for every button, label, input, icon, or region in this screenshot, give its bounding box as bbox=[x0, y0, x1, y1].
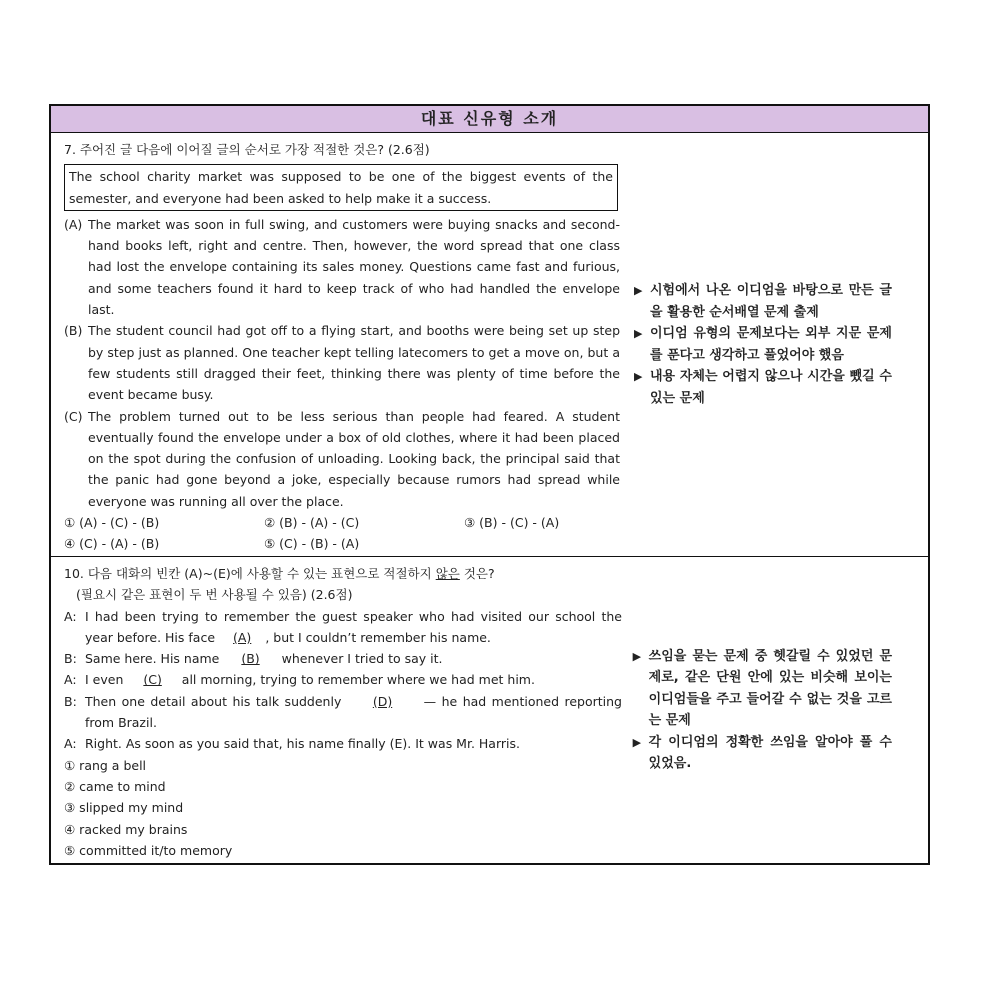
speaker: A: bbox=[64, 608, 77, 624]
choice: ③ (B) - (C) - (A) bbox=[464, 515, 560, 531]
triangle-bullet-icon: ▶ bbox=[632, 735, 642, 749]
choice: ④ (C) - (A) - (B) bbox=[64, 536, 160, 552]
speaker: B: bbox=[64, 693, 77, 709]
triangle-bullet-icon: ▶ bbox=[632, 649, 642, 663]
note-item: ▶ 각 이디엄의 정확한 쓰임을 알아야 풀 수 있었음. bbox=[633, 732, 892, 775]
triangle-bullet-icon: ▶ bbox=[634, 370, 643, 383]
speaker: B: bbox=[64, 651, 77, 667]
q7-paragraph-b bbox=[64, 320, 624, 405]
blank-b: (B) bbox=[241, 651, 260, 667]
question-10 bbox=[51, 557, 623, 863]
question-7-row bbox=[51, 133, 928, 556]
option: ② came to mind bbox=[64, 778, 166, 794]
speaker: A: bbox=[64, 736, 77, 752]
q7-stem: 7. 주어진 글 다음에 이어질 글의 순서로 가장 적절한 것은? (2.6점) bbox=[64, 142, 430, 157]
triangle-bullet-icon: ▶ bbox=[634, 327, 643, 340]
q7-notes bbox=[634, 280, 892, 409]
option: ① rang a bell bbox=[64, 757, 147, 773]
blank-c: (C) bbox=[143, 672, 162, 688]
paragraph-label: (A) bbox=[64, 216, 83, 232]
q7-paragraph-c bbox=[64, 406, 624, 512]
q10-notes-cell bbox=[623, 557, 928, 863]
paragraph-text: The problem turned out to be less serious than people had feared. A student eventually found the envelope under a box of old clothes, where it had been placed on the spot during the confusion of unloading. Looking back, the principal said that the panic had gone beyond a joke, especially because rumors had spread while everyone was running all over the place. bbox=[88, 408, 620, 509]
intro-table bbox=[49, 104, 930, 865]
note-item: ▶ 시험에서 나온 이디엄을 바탕으로 만든 글을 활용한 순서배열 문제 출제 bbox=[634, 280, 892, 323]
q7-paragraph-a bbox=[64, 214, 624, 320]
paragraph-text: The market was soon in full swing, and customers were buying snacks and second-hand books left, right and centre. Then, however, the word spread that one class had lost the envelope containing its sales money. Questions came fast and furious, and some teachers found it hard to keep track of who had handled the envelope last. bbox=[88, 216, 620, 318]
paragraph-text: The student council had got off to a flying start, and booths were being set up step by step just as planned. One teacher kept telling latecomers to get a move on, but a few students still dragged their feet, thinking there was plenty of time before the event became busy. bbox=[88, 323, 620, 403]
q7-choices bbox=[64, 512, 624, 555]
dialogue-line: A: I had been trying to remember the guest speaker who had visited our school the year before. His face (A) , but I couldn’t remember his name. bbox=[64, 606, 622, 649]
q10-condition: (필요시 같은 표현이 두 번 사용될 수 있음) (2.6점) bbox=[76, 587, 353, 603]
underlined-word: 않은 bbox=[435, 566, 460, 581]
q7-notes-cell bbox=[624, 133, 928, 556]
note-item: ▶ 이디엄 유형의 문제보다는 외부 지문 문제를 푼다고 생각하고 풀었어야 했음 bbox=[634, 323, 892, 366]
question-10-row bbox=[51, 556, 928, 863]
q10-notes bbox=[633, 646, 892, 775]
choice: ② (B) - (A) - (C) bbox=[264, 515, 360, 531]
table-header-title: 대표 신유형 소개 bbox=[51, 106, 928, 133]
question-7 bbox=[51, 133, 624, 556]
dialogue-line: B: Same here. His name (B) whenever I tried to say it. bbox=[64, 648, 622, 669]
dialogue-line: A: I even (C) all morning, trying to remember where we had met him. bbox=[64, 669, 622, 690]
choice: ⑤ (C) - (B) - (A) bbox=[264, 536, 360, 552]
q10-stem: 10. 다음 대화의 빈칸 (A)~(E)에 사용할 수 있는 표현으로 적절하지 않은 것은? bbox=[64, 566, 495, 581]
option: ④ racked my brains bbox=[64, 821, 188, 837]
speaker: A: bbox=[64, 672, 77, 688]
dialogue-line: B: Then one detail about his talk suddenly (D) — he had mentioned reporting from Brazil. bbox=[64, 691, 622, 734]
paragraph-label: (B) bbox=[64, 323, 83, 339]
dialogue-text: Right. As soon as you said that, his name finally (E). It was Mr. Harris. bbox=[85, 736, 520, 752]
triangle-bullet-icon: ▶ bbox=[634, 284, 643, 297]
blank-a: (A) bbox=[233, 629, 252, 645]
paragraph-label: (C) bbox=[64, 408, 83, 424]
option: ③ slipped my mind bbox=[64, 800, 184, 816]
option: ⑤ committed it/to memory bbox=[64, 842, 233, 858]
note-item: ▶ 내용 자체는 어렵지 않으나 시간을 뺐길 수 있는 문제 bbox=[634, 366, 892, 409]
dialogue-line bbox=[64, 733, 622, 754]
note-item: ▶ 쓰임을 묻는 문제 중 헷갈릴 수 있었던 문제로, 같은 단원 안에 있는 비슷해 보이는 이디엄들을 주고 들어갈 수 없는 것을 고르는 문제 bbox=[633, 646, 892, 732]
q7-given-passage: The school charity market was supposed to be one of the biggest events of the semester, and everyone had been asked to help make it a success. bbox=[64, 164, 618, 211]
choice: ① (A) - (C) - (B) bbox=[64, 515, 160, 531]
blank-d: (D) bbox=[372, 693, 393, 709]
